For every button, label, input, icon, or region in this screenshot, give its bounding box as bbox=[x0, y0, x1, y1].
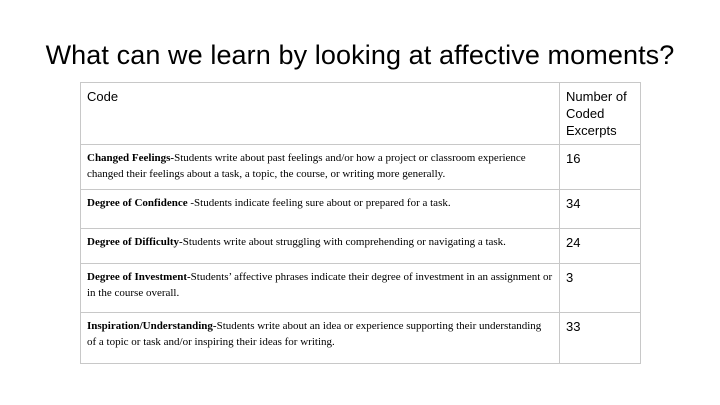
code-description-cell bbox=[81, 264, 560, 313]
code-description-cell bbox=[81, 313, 560, 364]
code-description: Students write about an idea or experience supporting their understanding of a topic or task and/or inspiring their ideas for writing. bbox=[87, 320, 542, 348]
table-row bbox=[81, 264, 641, 313]
code-term: Changed Feelings- bbox=[87, 152, 175, 164]
excerpt-count: 33 bbox=[560, 313, 641, 364]
table-row bbox=[81, 229, 641, 264]
excerpt-count: 16 bbox=[560, 145, 641, 190]
excerpt-count: 24 bbox=[560, 229, 641, 264]
code-term: Inspiration/Understanding- bbox=[87, 320, 217, 332]
table-row bbox=[81, 313, 641, 364]
code-description-cell bbox=[81, 190, 560, 229]
slide-title: What can we learn by looking at affective moments? bbox=[45, 40, 675, 70]
code-description: Students write about struggling with comprehending or navigating a task. bbox=[182, 236, 506, 248]
code-description: Students’ affective phrases indicate their degree of investment in an assignment or in the course overall. bbox=[87, 271, 553, 299]
code-column-header: Code bbox=[81, 83, 560, 145]
code-description: Students write about past feelings and/or how a project or classroom experience changed their feelings about a task, a topic, the course, or writing more generally. bbox=[87, 152, 526, 180]
code-description: -Students indicate feeling sure about or prepared for a task. bbox=[190, 197, 451, 209]
code-term: Degree of Difficulty- bbox=[87, 236, 183, 248]
code-description-cell bbox=[81, 145, 560, 190]
code-term: Degree of Confidence bbox=[87, 197, 191, 209]
table-row bbox=[81, 190, 641, 229]
table-row bbox=[81, 145, 641, 190]
code-term: Degree of Investment- bbox=[87, 271, 191, 283]
excerpt-count: 3 bbox=[560, 264, 641, 313]
excerpt-count: 34 bbox=[560, 190, 641, 229]
codes-table bbox=[80, 82, 641, 364]
count-column-header: Number of Coded Excerpts bbox=[560, 83, 641, 145]
table-header-row bbox=[81, 83, 641, 145]
code-description-cell bbox=[81, 229, 560, 264]
